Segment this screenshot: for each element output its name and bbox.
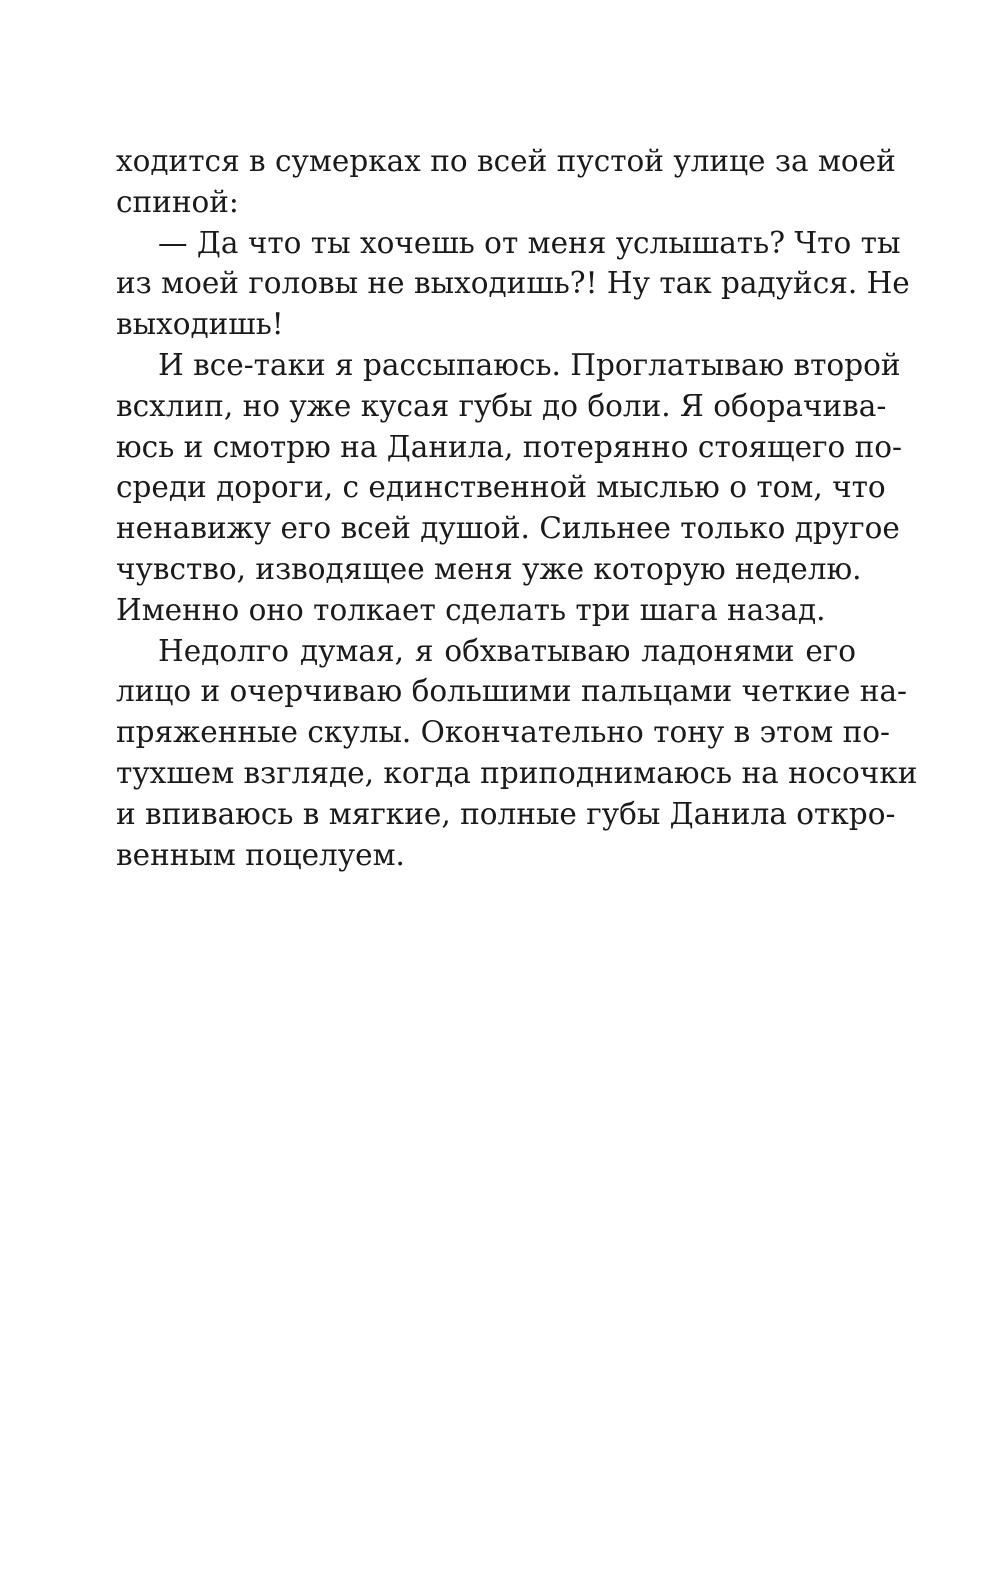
text-line: Недолго думая, я обхватываю ладонями его [158,633,856,668]
text-line: ходится в сумерках по всей пустой улице за моей [116,144,896,178]
text-line: венным поцелуем. [116,837,405,872]
text-line: тухшем взгляде, когда приподнимаюсь на носочки [116,755,918,790]
text-line: спиной: [116,184,239,219]
text-line: пряженные скулы. Окончательно тону в этом по- [116,715,890,750]
text-line: ненавижу его всей душой. Сильнее только другое [116,511,900,546]
text-line: лицо и очерчиваю большими пальцами четкие на- [116,674,907,709]
text-line: среди дороги, с единственной мыслью о том, что [116,470,886,505]
text-line: И все-таки я рассыпаюсь. Проглатываю второй [158,347,901,382]
body-text [116,141,918,875]
text-line: выходишь! [116,307,284,342]
text-line: из моей головы не выходишь?! Ну так радуйся. Не [116,266,910,301]
text-line: и впиваюсь в мягкие, полные губы Данила откро- [116,796,896,831]
text-line: Именно оно толкает сделать три шага назад. [116,592,826,627]
text-line: чувство, изводящее меня уже которую неделю. [116,551,862,586]
text-line: юсь и смотрю на Данила, потерянно стоящего по- [116,429,903,464]
text-line: — Да что ты хочешь от меня услышать? Что ты [158,225,901,260]
text-line: всхлип, но уже кусая губы до боли. Я оборачива- [116,388,887,423]
